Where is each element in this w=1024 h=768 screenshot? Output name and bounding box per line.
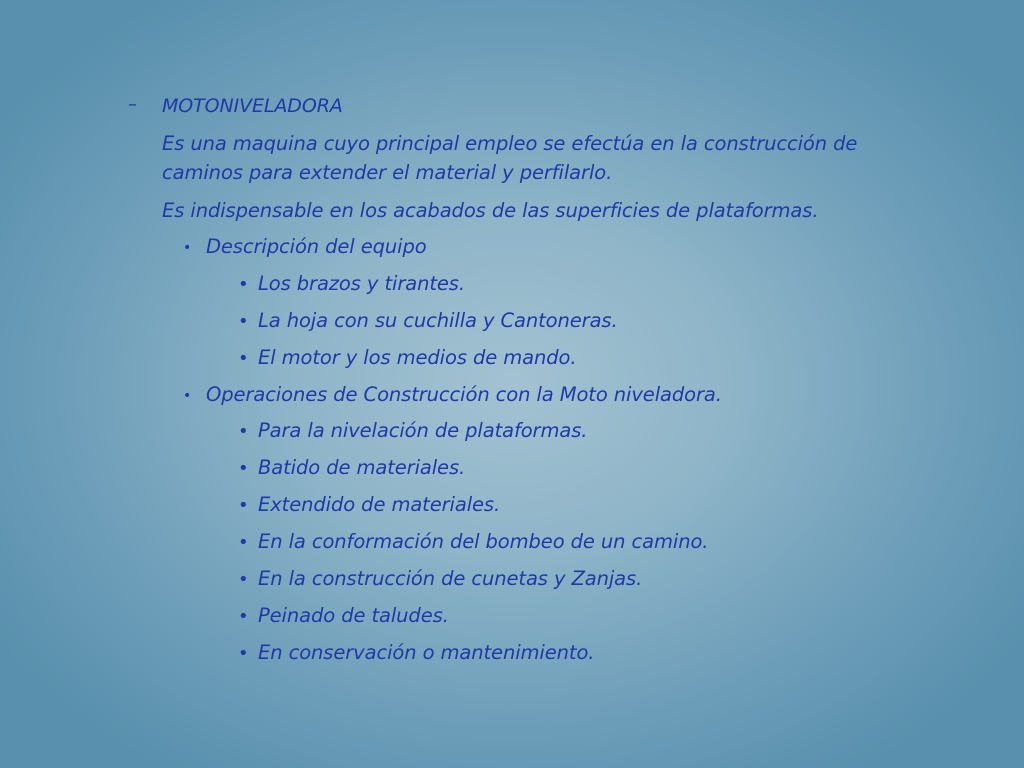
bullet-icon: • bbox=[238, 274, 249, 295]
list-item: Los brazos y tirantes. bbox=[258, 272, 465, 295]
bullet-icon: • bbox=[238, 458, 249, 479]
list-item: Batido de materiales. bbox=[258, 456, 466, 479]
bullet-icon: • bbox=[238, 421, 249, 442]
slide-heading: MOTONIVELADORA bbox=[162, 95, 343, 117]
list-item: En conservación o mantenimiento. bbox=[258, 641, 595, 664]
list-item: El motor y los medios de mando. bbox=[258, 346, 577, 369]
heading-dash: – bbox=[128, 94, 137, 115]
bullet-icon: • bbox=[183, 240, 192, 256]
paragraph-2: Es indispensable en los acabados de las superficies de plataformas. bbox=[162, 199, 819, 222]
list-item: En la conformación del bombeo de un camino. bbox=[258, 530, 709, 553]
paragraph-1-line-1: Es una maquina cuyo principal empleo se efectúa en la construcción de bbox=[162, 132, 858, 155]
bullet-icon: • bbox=[238, 495, 249, 516]
bullet-icon: • bbox=[238, 348, 249, 369]
list-item: Para la nivelación de plataformas. bbox=[258, 419, 588, 442]
list-item: En la construcción de cunetas y Zanjas. bbox=[258, 567, 643, 590]
bullet-icon: • bbox=[238, 606, 249, 627]
list-item: Extendido de materiales. bbox=[258, 493, 501, 516]
bullet-icon: • bbox=[238, 569, 249, 590]
list-item: La hoja con su cuchilla y Cantoneras. bbox=[258, 309, 618, 332]
bullet-icon: • bbox=[238, 311, 249, 332]
section-title-operaciones: Operaciones de Construcción con la Moto niveladora. bbox=[206, 383, 722, 406]
bullet-icon: • bbox=[238, 643, 249, 664]
section-title-descripcion: Descripción del equipo bbox=[206, 235, 427, 258]
list-item: Peinado de taludes. bbox=[258, 604, 449, 627]
paragraph-1-line-2: caminos para extender el material y perfilarlo. bbox=[162, 161, 613, 184]
bullet-icon: • bbox=[238, 532, 249, 553]
bullet-icon: • bbox=[183, 388, 192, 404]
